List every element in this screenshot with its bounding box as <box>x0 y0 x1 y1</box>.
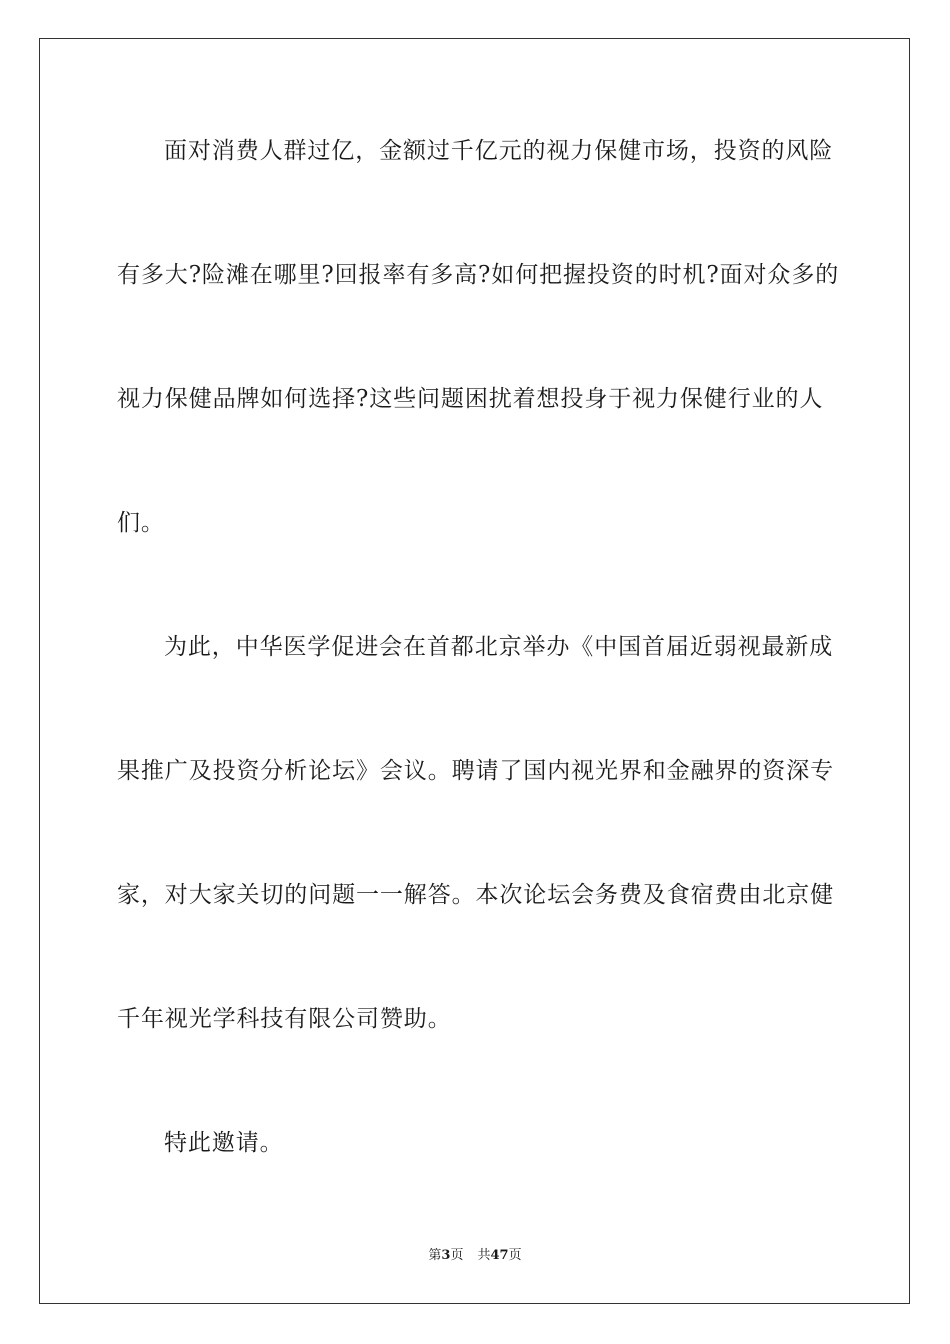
page-footer <box>0 1247 950 1265</box>
page-number: 3 <box>441 1248 451 1263</box>
paragraph-2-line-4: 千年视光学科技有限公司赞助。 <box>117 1006 452 1032</box>
paragraph-2-line-2: 果推广及投资分析论坛》会议。聘请了国内视光界和金融界的资深专 <box>117 758 834 784</box>
paragraph-1-line-1: 面对消费人群过亿，金额过千亿元的视力保健市场，投资的风险 <box>164 138 834 164</box>
page-prefix: 第 <box>428 1248 442 1263</box>
paragraph-3-line-1: 特此邀请。 <box>164 1130 284 1156</box>
page-suffix: 页 <box>450 1248 464 1263</box>
paragraph-1-line-4: 们。 <box>117 510 165 536</box>
paragraph-2-line-1: 为此，中华医学促进会在首都北京举办《中国首届近弱视最新成 <box>164 634 834 660</box>
paragraph-1-line-2: 有多大?险滩在哪里?回报率有多高?如何把握投资的时机?面对众多的 <box>117 262 840 288</box>
paragraph-1-line-3: 视力保健品牌如何选择?这些问题困扰着想投身于视力保健行业的人 <box>117 386 824 412</box>
total-prefix: 共 <box>477 1248 491 1263</box>
page-border <box>39 38 910 1304</box>
total-pages: 47 <box>490 1248 509 1263</box>
total-suffix: 页 <box>508 1248 522 1263</box>
paragraph-2-line-3: 家，对大家关切的问题一一解答。本次论坛会务费及食宿费由北京健 <box>117 882 834 908</box>
